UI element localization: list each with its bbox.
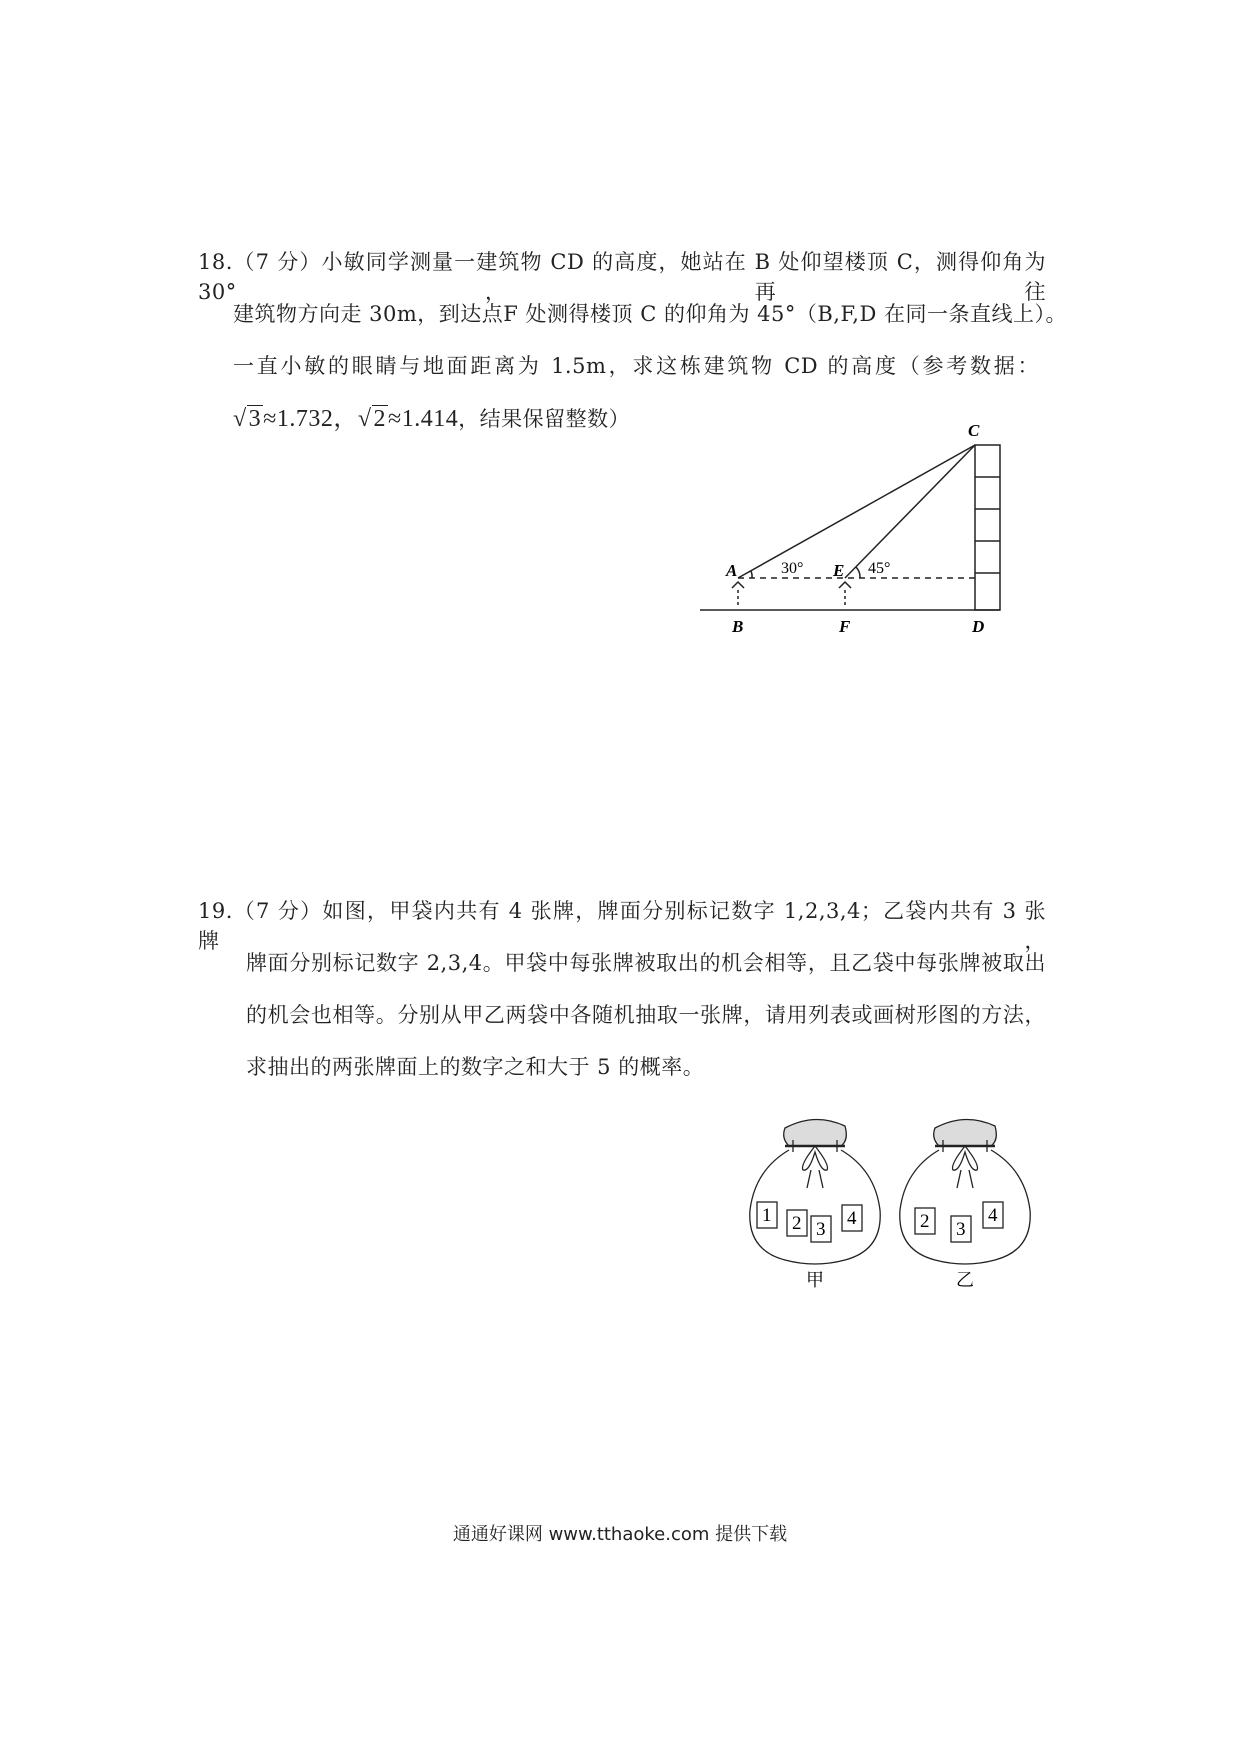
q18-elevation-figure <box>690 420 1020 640</box>
q19-line-3: 的机会也相等。分别从甲乙两袋中各随机抽取一张牌，请用列表或画树形图的方法， <box>246 1003 1046 1027</box>
label-d: D <box>972 617 985 636</box>
eye-marker-e <box>839 582 851 588</box>
page-footer: 通通好课网 www.tthaoke.com 提供下载 <box>452 1524 788 1545</box>
sight-line-ac <box>738 445 975 578</box>
q18-line-4: √3≈1.732，√2≈1.414，结果保留整数） <box>233 406 631 432</box>
jia-card-4-number: 4 <box>847 1208 857 1229</box>
jia-card-1-number: 1 <box>762 1205 772 1226</box>
q19-line-2: 牌面分别标记数字 2,3,4。甲袋中每张牌被取出的机会相等，且乙袋中每张牌被取出 <box>246 951 1046 975</box>
bag-jia-label: 甲 <box>806 1270 824 1291</box>
label-c: C <box>968 421 980 440</box>
yi-card-2-number: 2 <box>920 1211 930 1232</box>
jia-card-3-number: 3 <box>816 1219 826 1240</box>
yi-card-4-number: 4 <box>988 1205 998 1226</box>
building-cd <box>975 445 1000 610</box>
q19-line-1: 19.（7 分）如图，甲袋内共有 4 张牌，牌面分别标记数字 1,2,3,4；乙袋内共有 3 张牌， <box>198 899 1046 953</box>
label-b: B <box>732 617 744 636</box>
label-a: A <box>726 561 738 580</box>
eye-marker-a <box>732 582 744 588</box>
sight-line-ec <box>845 445 975 578</box>
angle-label-45: 45° <box>868 560 891 577</box>
angle-label-30: 30° <box>781 560 804 577</box>
sqrt-symbol: √3 <box>233 406 262 432</box>
bag-yi-label: 乙 <box>956 1270 974 1291</box>
q19-line-4: 求抽出的两张牌面上的数字之和大于 5 的概率。 <box>246 1055 705 1079</box>
q19-bags-figure <box>745 1110 1045 1300</box>
q18-line-1: 18.（7 分）小敏同学测量一建筑物 CD 的高度，她站在 B 处仰望楼顶 C，测得仰角为 30°，再往 <box>198 250 1046 304</box>
jia-card-2-number: 2 <box>792 1213 802 1234</box>
sqrt3-expression: √3≈1.732，√2≈1.414 <box>233 406 459 432</box>
q18-line-3: 一直小敏的眼睛与地面距离为 1.5m，求这栋建筑物 CD 的高度（参考数据： <box>233 354 1039 378</box>
label-e: E <box>833 561 845 580</box>
label-f: F <box>839 617 851 636</box>
yi-card-3-number: 3 <box>956 1219 966 1240</box>
bag-yi <box>900 1119 1030 1264</box>
bag-jia <box>750 1119 880 1264</box>
q18-line-2: 建筑物方向走 30m，到达点F 处测得楼顶 C 的仰角为 45°（B,F,D 在同一条直线上）。 <box>233 302 1067 326</box>
